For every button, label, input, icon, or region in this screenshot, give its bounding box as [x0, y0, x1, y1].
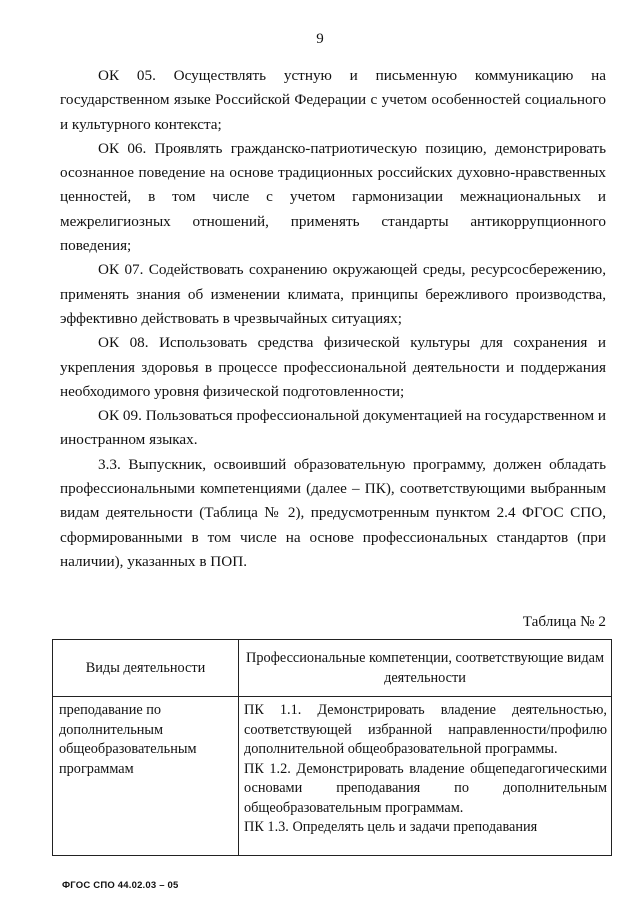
paragraph-ok09: ОК 09. Пользоваться профессиональной документацией на государственном и иностранном языках. — [60, 407, 606, 449]
header-activity: Виды деятельности — [53, 640, 239, 697]
competences-table — [52, 639, 612, 856]
page-number: 9 — [316, 31, 324, 47]
activity-cell: преподавание по дополнительным общеобразовательным программам — [53, 697, 239, 856]
paragraph-ok05: ОК 05. Осуществлять устную и письменную коммуникацию на государственном языке Российской Федерации с учетом особенностей социального и культурного контекста; — [60, 67, 606, 133]
paragraph-3-3: 3.3. Выпускник, освоивший образовательную программу, должен обладать профессиональными компетенциями (далее – ПК), соответствующими выбранным видам деятельности (Таблица № 2), предусмотренным пунктом 2.4 ФГОС СПО, сформированными в том числе на основе профессиональных стандартов (при наличии), указанных в ПОП. — [60, 455, 606, 570]
header-competences: Профессиональные компетенции, соответствующие видам деятельности — [239, 640, 612, 697]
competence-pk-1-3: ПК 1.3. Определять цель и задачи преподавания — [244, 819, 538, 835]
table-row — [53, 697, 612, 856]
competences-cell — [239, 697, 612, 856]
table-header-row — [53, 640, 612, 697]
document-footer: ФГОС СПО 44.02.03 – 05 — [62, 880, 179, 891]
table-label: Таблица № 2 — [522, 613, 606, 630]
paragraph-ok06: ОК 06. Проявлять гражданско-патриотическую позицию, демонстрировать осознанное поведение на основе традиционных российских духовно-нравственных ценностей, в том числе с учетом гармонизации межнациональных и межрелигиозных отношений, применять стандарты антикоррупционного поведения; — [60, 139, 606, 255]
competence-pk-1-2: ПК 1.2. Демонстрировать владение общепедагогическими основами преподавания по дополнительным общеобразовательным программам. — [244, 760, 607, 816]
paragraph-ok07: ОК 07. Содействовать сохранению окружающей среды, ресурсосбережению, применять знания об изменении климата, принципы бережливого производства, эффективно действовать в чрезвычайных ситуациях; — [60, 261, 606, 327]
body-text — [60, 64, 606, 574]
competence-pk-1-1: ПК 1.1. Демонстрировать владение деятельностью, соответствующей избранной направленности/профилю дополнительной общеобразовательной программы. — [244, 702, 607, 757]
paragraph-ok08: ОК 08. Использовать средства физической культуры для сохранения и укрепления здоровья в процессе профессиональной деятельности и поддержания необходимого уровня физической подготовленности; — [60, 334, 606, 400]
